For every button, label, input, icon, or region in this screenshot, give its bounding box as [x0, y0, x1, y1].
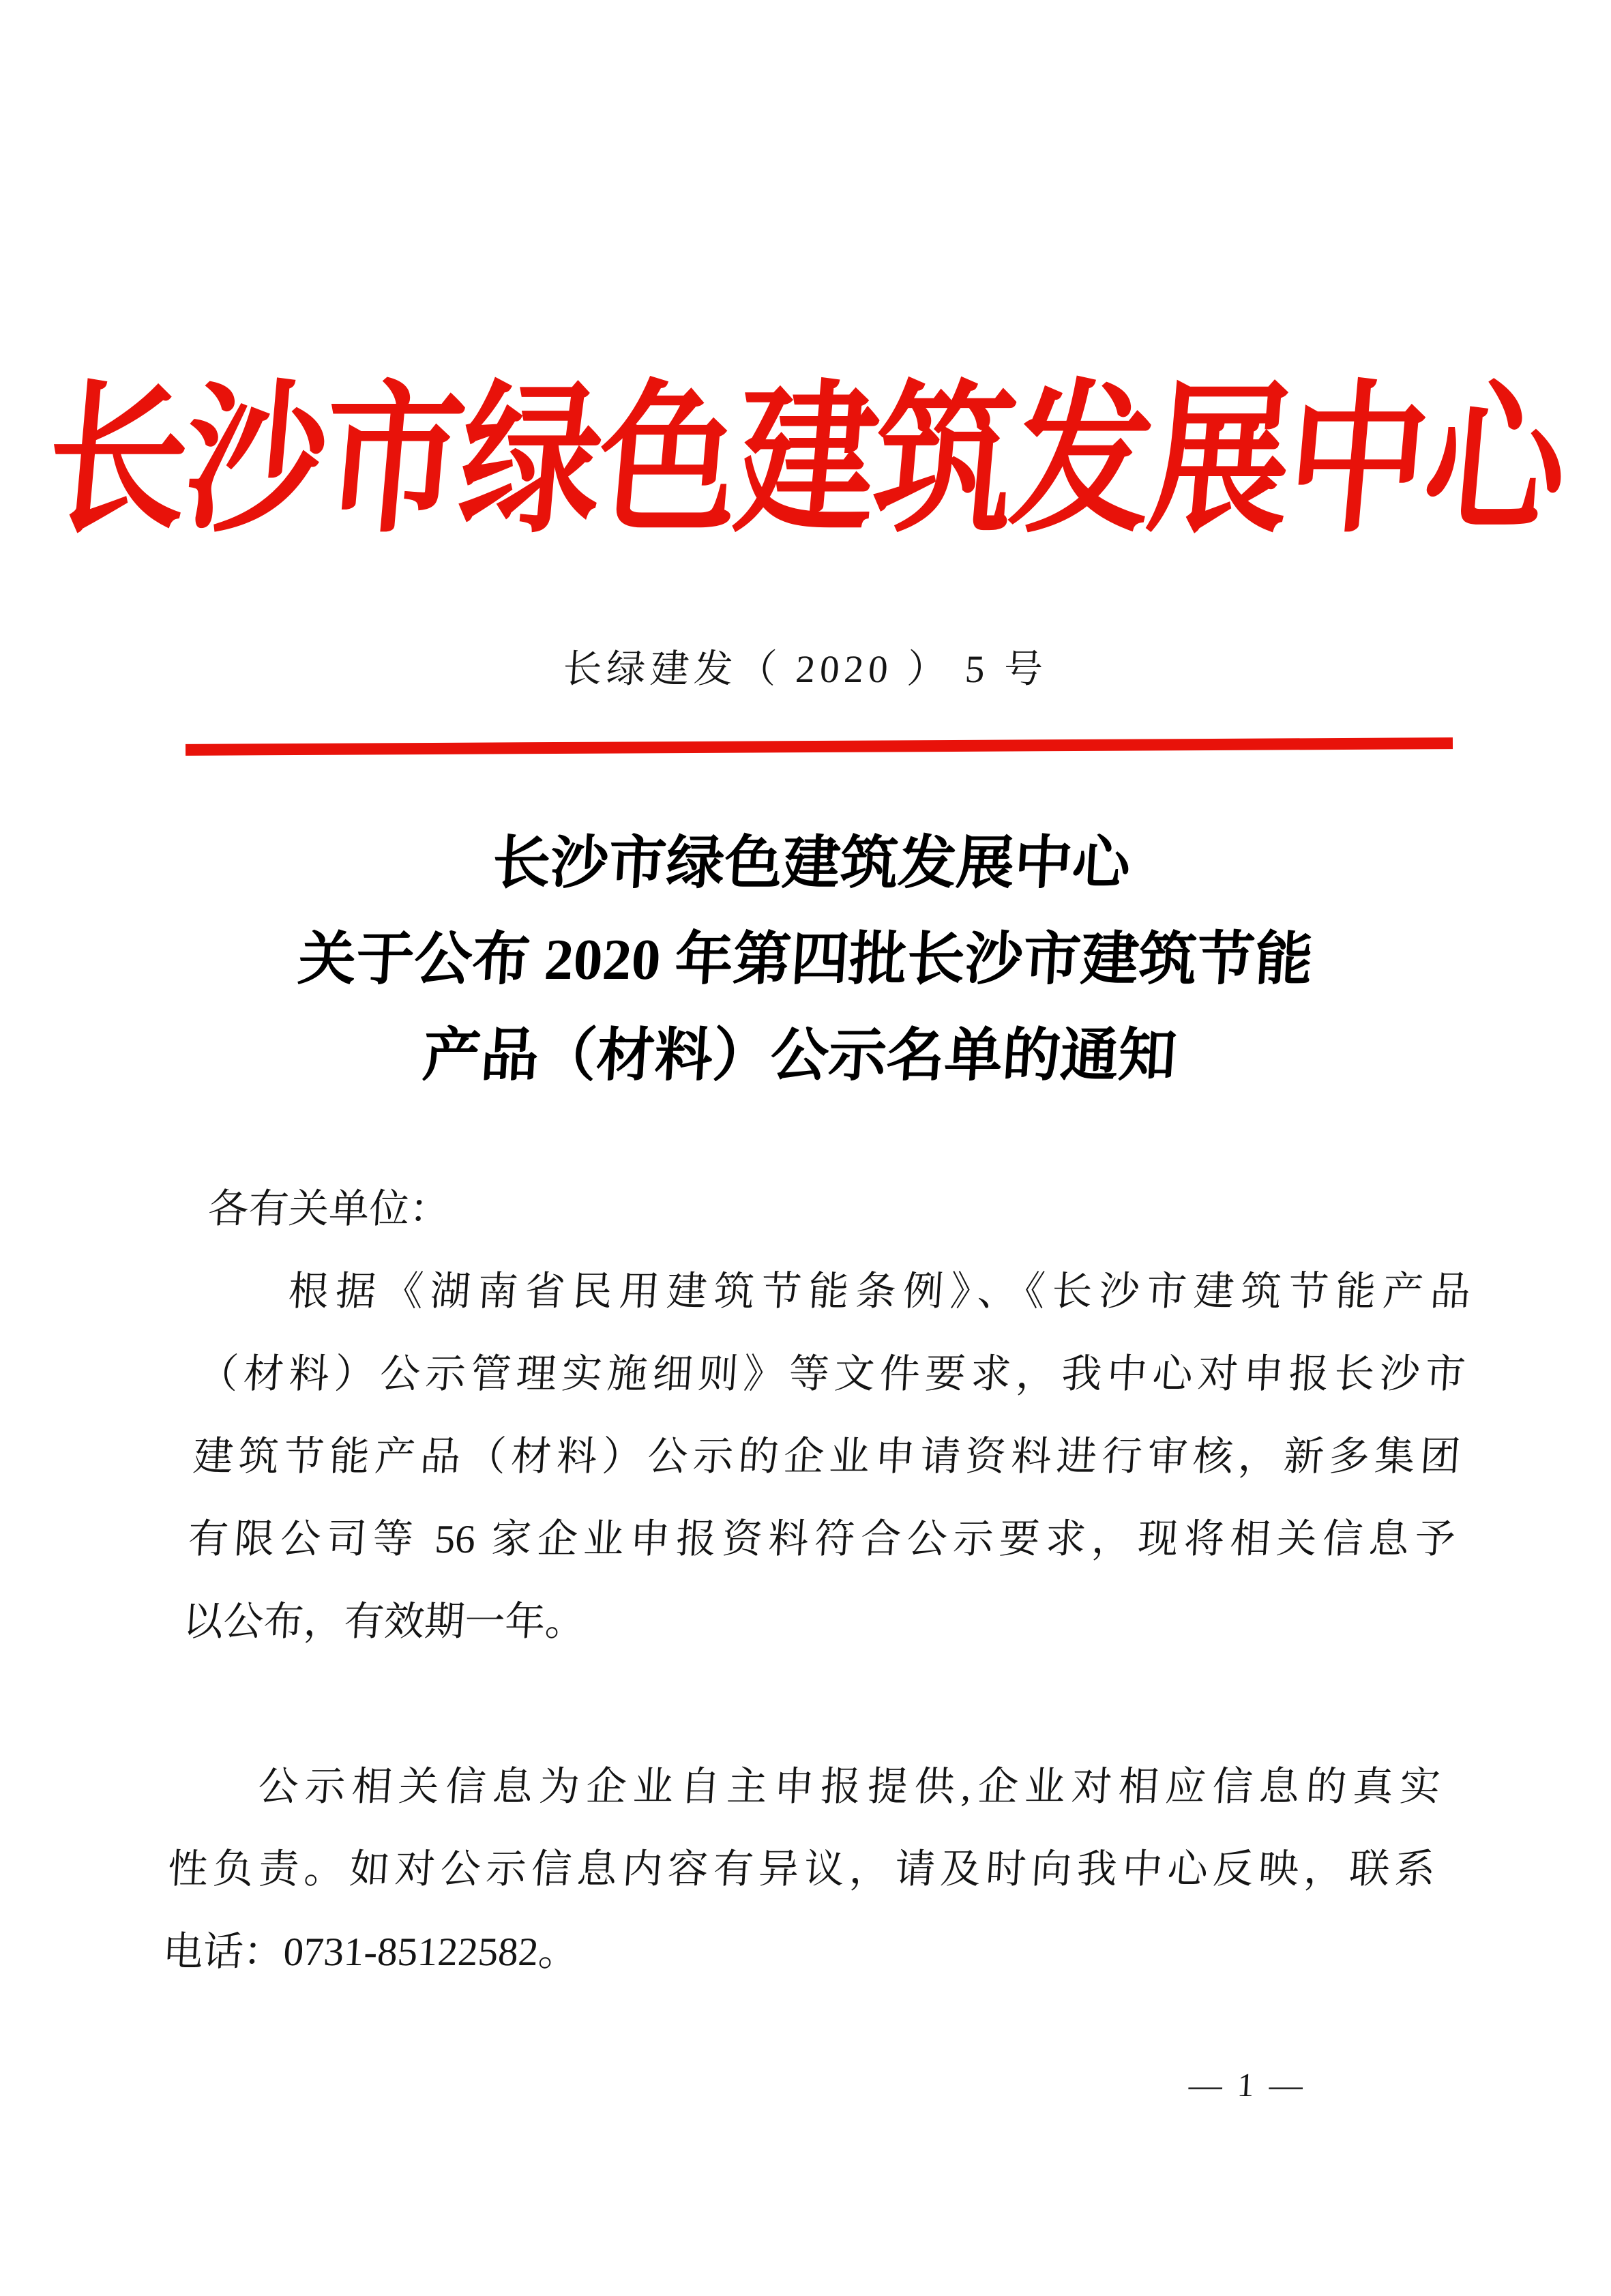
notice-body [160, 1168, 1478, 1993]
red-divider-rule [186, 737, 1453, 756]
body-line: 以公布，有效期一年。 [181, 1599, 587, 1644]
body-line: 性负责。如对公示信息内容有异议，请及时向我中心反映，联系 [166, 1846, 1437, 1892]
salutation-line: 各有关单位： [207, 1186, 452, 1231]
notice-title [0, 816, 1611, 1104]
body-line: 公示相关信息为企业自主申报提供,企业对相应信息的真实 [256, 1764, 1442, 1809]
notice-title-line-2: 关于公布 2020 年第四批长沙市建筑节能 [296, 928, 1315, 992]
body-line: （材料）公示管理实施细则》等文件要求，我中心对申报长沙市 [196, 1351, 1467, 1396]
body-line: 根据《湖南省民用建筑节能条例》、《长沙市建筑节能产品 [286, 1269, 1472, 1314]
document-number: 长绿建发（ 2020 ） 5 号 [561, 648, 1049, 691]
body-line: 电话：0731-85122582。 [161, 1929, 580, 1974]
page-number: — 1 — [1187, 2066, 1307, 2104]
body-line: 有限公司等 56 家企业申报资料符合公示要求，现将相关信息予 [186, 1516, 1457, 1561]
letterhead-title: 长沙市绿色建筑发展中心 [40, 370, 1571, 553]
notice-title-line-1: 长沙市绿色建筑发展中心 [490, 831, 1133, 896]
body-line: 建筑节能产品（材料）公示的企业申请资料进行审核，新多集团 [192, 1434, 1462, 1479]
notice-title-line-3: 产品（材料）公示名单的通知 [421, 1024, 1179, 1088]
